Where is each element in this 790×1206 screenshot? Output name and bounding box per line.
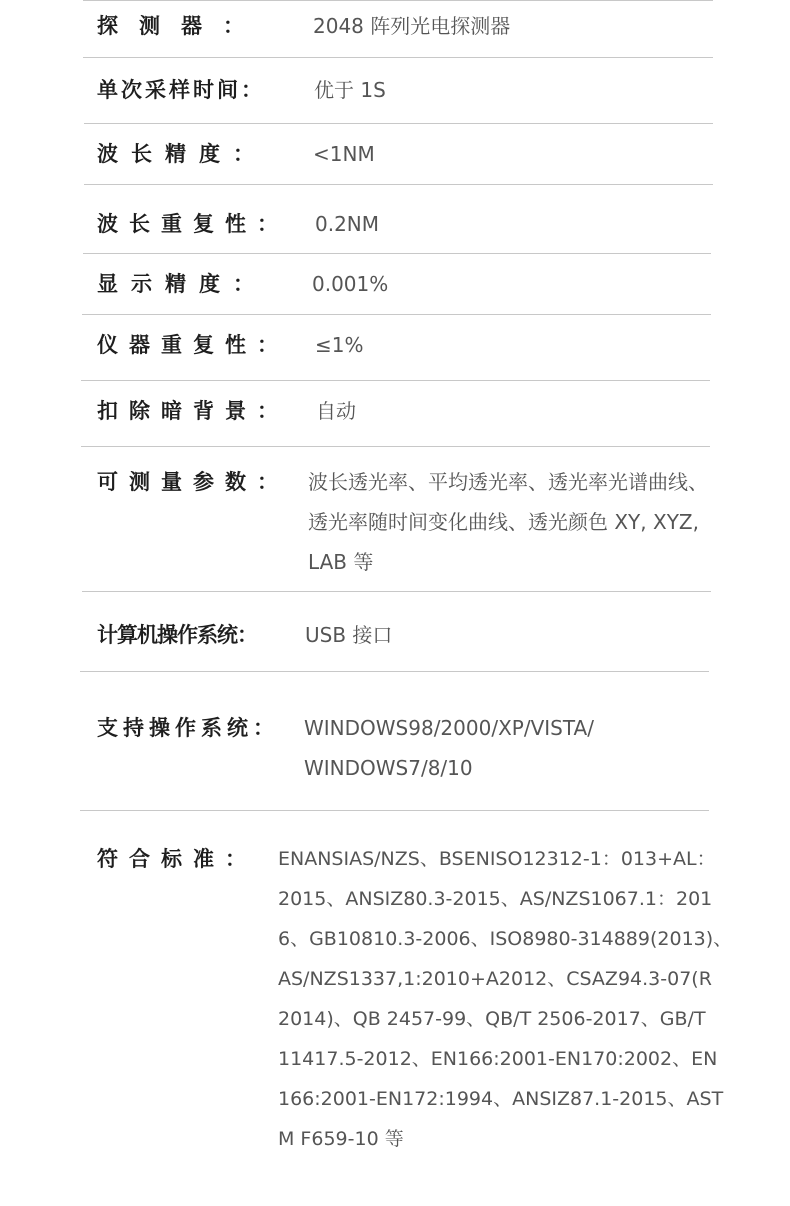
spec-value-wavelength-accuracy <box>313 134 375 174</box>
spec-label-supported-os: 支持操作系统： <box>97 716 279 740</box>
value-line: 自动 <box>316 399 356 423</box>
value-line: 波长透光率、平均透光率、透光率光谱曲线、 <box>308 470 708 494</box>
spec-value-wavelength-repeatability <box>315 204 379 244</box>
value-line: AS/NZS1337,1:2010+A2012、CSAZ94.3-07(R <box>278 968 712 990</box>
value-line: USB 接口 <box>305 623 393 647</box>
value-line: 166:2001-EN172:1994、ANSIZ87.1-2015、AST <box>278 1088 724 1110</box>
value-line: 0.2NM <box>315 212 380 236</box>
value-line: M F659-10 等 <box>278 1128 404 1150</box>
row-divider <box>84 184 713 185</box>
value-line: 0.001% <box>312 272 389 296</box>
row-divider <box>84 123 713 124</box>
value-line: 2048 阵列光电探测器 <box>313 14 511 38</box>
value-line: 优于 1S <box>314 78 386 102</box>
value-line: 2014)、QB 2457-99、QB/T 2506-2017、GB/T <box>278 1008 706 1030</box>
spec-label-sampling-time: 单次采样时间： <box>97 78 265 102</box>
spec-label-measurable-parameters: 可测量参数： <box>97 470 289 494</box>
spec-value-sampling-time <box>314 70 386 110</box>
spec-value-supported-os <box>304 708 594 788</box>
spec-label-standards: 符 合 标 准 ： <box>97 847 241 871</box>
value-line: 2015、ANSIZ80.3-2015、AS/NZS1067.1：201 <box>278 888 713 910</box>
row-divider <box>82 591 711 592</box>
value-line: ≤1% <box>315 333 364 357</box>
row-divider <box>83 57 713 58</box>
row-divider <box>80 810 709 811</box>
row-divider <box>83 0 713 1</box>
spec-value-display-accuracy <box>312 264 388 304</box>
spec-label-computer-interface: 计算机操作系统： <box>97 623 257 647</box>
spec-label-wavelength-repeatability: 波长重复性： <box>97 212 289 236</box>
spec-label-wavelength-accuracy: 波 长 精 度 ： <box>97 142 250 166</box>
spec-value-standards <box>278 839 732 1159</box>
spec-label-display-accuracy: 显 示 精 度 ： <box>97 272 250 296</box>
value-line: <1NM <box>313 142 375 166</box>
row-divider <box>82 314 711 315</box>
value-line: WINDOWS98/2000/XP/VISTA/ <box>304 716 594 740</box>
spec-value-instrument-repeatability <box>315 325 364 365</box>
row-divider <box>83 253 711 254</box>
value-line: LAB 等 <box>308 550 374 574</box>
spec-value-computer-interface <box>305 615 392 655</box>
spec-value-detector <box>313 6 510 46</box>
row-divider <box>80 671 709 672</box>
row-divider <box>81 380 710 381</box>
value-line: WINDOWS7/8/10 <box>304 756 473 780</box>
spec-label-dark-background: 扣除暗背景： <box>97 399 289 423</box>
spec-value-dark-background <box>316 391 356 431</box>
value-line: ENANSIAS/NZS、BSENISO12312-1：013+AL： <box>278 848 716 870</box>
spec-value-measurable-parameters <box>308 462 708 582</box>
spec-label-instrument-repeatability: 仪器重复性： <box>97 333 289 357</box>
value-line: 11417.5-2012、EN166:2001-EN170:2002、EN <box>278 1048 718 1070</box>
value-line: 透光率随时间变化曲线、透光颜色 XY, XYZ, <box>308 510 699 534</box>
value-line: 6、GB10810.3-2006、ISO8980-314889(2013)、 <box>278 928 733 950</box>
spec-label-detector: 探 测 器 ： <box>97 14 244 38</box>
row-divider <box>81 446 710 447</box>
